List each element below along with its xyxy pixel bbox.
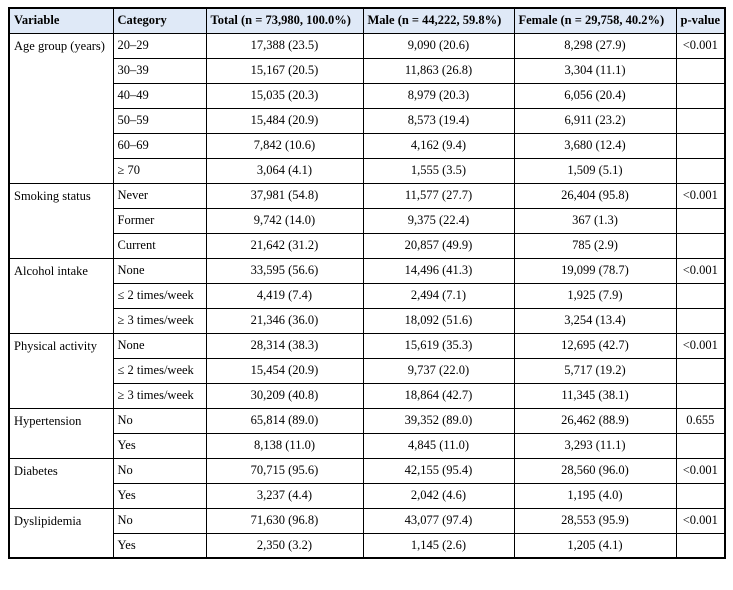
male-cell: 1,555 (3.5): [363, 158, 514, 183]
table-row: [9, 408, 725, 433]
p-value-cell: 0.655: [676, 408, 725, 433]
table-row: [9, 333, 725, 358]
total-cell: 37,981 (54.8): [206, 183, 363, 208]
p-value-empty-cell: [676, 58, 725, 83]
p-value-empty-cell: [676, 83, 725, 108]
table-row: [9, 233, 725, 258]
male-cell: 18,864 (42.7): [363, 383, 514, 408]
table-body: [9, 33, 725, 558]
header-female: Female (n = 29,758, 40.2%): [514, 8, 676, 33]
total-cell: 21,642 (31.2): [206, 233, 363, 258]
male-cell: 4,845 (11.0): [363, 433, 514, 458]
female-cell: 6,056 (20.4): [514, 83, 676, 108]
header-p-value: p-value: [676, 8, 725, 33]
female-cell: 26,462 (88.9): [514, 408, 676, 433]
category-cell: Yes: [113, 483, 206, 508]
p-value-cell: <0.001: [676, 258, 725, 283]
p-value-empty-cell: [676, 358, 725, 383]
category-cell: Never: [113, 183, 206, 208]
p-value-cell: <0.001: [676, 333, 725, 358]
female-cell: 3,304 (11.1): [514, 58, 676, 83]
variable-cell: Hypertension: [9, 408, 113, 458]
category-cell: No: [113, 508, 206, 533]
total-cell: 15,484 (20.9): [206, 108, 363, 133]
category-cell: 60–69: [113, 133, 206, 158]
female-cell: 6,911 (23.2): [514, 108, 676, 133]
female-cell: 3,293 (11.1): [514, 433, 676, 458]
male-cell: 18,092 (51.6): [363, 308, 514, 333]
table-row: [9, 483, 725, 508]
table-row: [9, 358, 725, 383]
category-cell: No: [113, 458, 206, 483]
female-cell: 1,195 (4.0): [514, 483, 676, 508]
header-male: Male (n = 44,222, 59.8%): [363, 8, 514, 33]
p-value-empty-cell: [676, 308, 725, 333]
table-row: [9, 533, 725, 558]
table-row: [9, 108, 725, 133]
table-row: [9, 308, 725, 333]
variable-cell: Physical activity: [9, 333, 113, 408]
male-cell: 15,619 (35.3): [363, 333, 514, 358]
male-cell: 8,979 (20.3): [363, 83, 514, 108]
header-row: [9, 8, 725, 33]
total-cell: 65,814 (89.0): [206, 408, 363, 433]
header-total: Total (n = 73,980, 100.0%): [206, 8, 363, 33]
table-row: [9, 433, 725, 458]
female-cell: 11,345 (38.1): [514, 383, 676, 408]
female-cell: 8,298 (27.9): [514, 33, 676, 58]
header-category: Category: [113, 8, 206, 33]
female-cell: 28,560 (96.0): [514, 458, 676, 483]
category-cell: Yes: [113, 433, 206, 458]
table-row: [9, 458, 725, 483]
p-value-empty-cell: [676, 533, 725, 558]
female-cell: 26,404 (95.8): [514, 183, 676, 208]
table-row: [9, 208, 725, 233]
p-value-empty-cell: [676, 433, 725, 458]
category-cell: 30–39: [113, 58, 206, 83]
male-cell: 11,577 (27.7): [363, 183, 514, 208]
header-variable: Variable: [9, 8, 113, 33]
male-cell: 14,496 (41.3): [363, 258, 514, 283]
category-cell: No: [113, 408, 206, 433]
female-cell: 367 (1.3): [514, 208, 676, 233]
female-cell: 28,553 (95.9): [514, 508, 676, 533]
p-value-cell: <0.001: [676, 183, 725, 208]
category-cell: ≥ 3 times/week: [113, 308, 206, 333]
table-row: [9, 183, 725, 208]
male-cell: 2,042 (4.6): [363, 483, 514, 508]
total-cell: 21,346 (36.0): [206, 308, 363, 333]
total-cell: 2,350 (3.2): [206, 533, 363, 558]
category-cell: Former: [113, 208, 206, 233]
female-cell: 1,509 (5.1): [514, 158, 676, 183]
total-cell: 8,138 (11.0): [206, 433, 363, 458]
total-cell: 15,454 (20.9): [206, 358, 363, 383]
table-row: [9, 83, 725, 108]
female-cell: 3,680 (12.4): [514, 133, 676, 158]
female-cell: 1,925 (7.9): [514, 283, 676, 308]
total-cell: 3,237 (4.4): [206, 483, 363, 508]
table-row: [9, 283, 725, 308]
male-cell: 39,352 (89.0): [363, 408, 514, 433]
table-row: [9, 133, 725, 158]
table-row: [9, 383, 725, 408]
female-cell: 3,254 (13.4): [514, 308, 676, 333]
category-cell: None: [113, 333, 206, 358]
category-cell: 50–59: [113, 108, 206, 133]
table-row: [9, 508, 725, 533]
male-cell: 4,162 (9.4): [363, 133, 514, 158]
table-row: [9, 58, 725, 83]
total-cell: 70,715 (95.6): [206, 458, 363, 483]
male-cell: 1,145 (2.6): [363, 533, 514, 558]
male-cell: 8,573 (19.4): [363, 108, 514, 133]
table-row: [9, 33, 725, 58]
category-cell: 40–49: [113, 83, 206, 108]
category-cell: 20–29: [113, 33, 206, 58]
category-cell: Current: [113, 233, 206, 258]
total-cell: 71,630 (96.8): [206, 508, 363, 533]
category-cell: ≤ 2 times/week: [113, 283, 206, 308]
table-row: [9, 258, 725, 283]
total-cell: 33,595 (56.6): [206, 258, 363, 283]
p-value-empty-cell: [676, 108, 725, 133]
male-cell: 9,375 (22.4): [363, 208, 514, 233]
male-cell: 20,857 (49.9): [363, 233, 514, 258]
p-value-empty-cell: [676, 233, 725, 258]
p-value-cell: <0.001: [676, 33, 725, 58]
total-cell: 30,209 (40.8): [206, 383, 363, 408]
male-cell: 2,494 (7.1): [363, 283, 514, 308]
p-value-empty-cell: [676, 208, 725, 233]
male-cell: 9,090 (20.6): [363, 33, 514, 58]
p-value-empty-cell: [676, 283, 725, 308]
female-cell: 785 (2.9): [514, 233, 676, 258]
category-cell: ≤ 2 times/week: [113, 358, 206, 383]
table-container: [8, 7, 726, 559]
female-cell: 19,099 (78.7): [514, 258, 676, 283]
category-cell: Yes: [113, 533, 206, 558]
total-cell: 9,742 (14.0): [206, 208, 363, 233]
male-cell: 11,863 (26.8): [363, 58, 514, 83]
total-cell: 28,314 (38.3): [206, 333, 363, 358]
p-value-empty-cell: [676, 483, 725, 508]
variable-cell: Dyslipidemia: [9, 508, 113, 558]
male-cell: 42,155 (95.4): [363, 458, 514, 483]
p-value-empty-cell: [676, 158, 725, 183]
total-cell: 4,419 (7.4): [206, 283, 363, 308]
category-cell: None: [113, 258, 206, 283]
p-value-cell: <0.001: [676, 508, 725, 533]
total-cell: 17,388 (23.5): [206, 33, 363, 58]
category-cell: ≥ 3 times/week: [113, 383, 206, 408]
total-cell: 15,035 (20.3): [206, 83, 363, 108]
total-cell: 15,167 (20.5): [206, 58, 363, 83]
variable-cell: Diabetes: [9, 458, 113, 508]
male-cell: 9,737 (22.0): [363, 358, 514, 383]
total-cell: 7,842 (10.6): [206, 133, 363, 158]
p-value-empty-cell: [676, 383, 725, 408]
variable-cell: Smoking status: [9, 183, 113, 258]
variable-cell: Age group (years): [9, 33, 113, 183]
male-cell: 43,077 (97.4): [363, 508, 514, 533]
variable-cell: Alcohol intake: [9, 258, 113, 333]
characteristics-table: [8, 7, 726, 559]
female-cell: 12,695 (42.7): [514, 333, 676, 358]
p-value-empty-cell: [676, 133, 725, 158]
p-value-cell: <0.001: [676, 458, 725, 483]
total-cell: 3,064 (4.1): [206, 158, 363, 183]
female-cell: 1,205 (4.1): [514, 533, 676, 558]
category-cell: ≥ 70: [113, 158, 206, 183]
table-row: [9, 158, 725, 183]
female-cell: 5,717 (19.2): [514, 358, 676, 383]
